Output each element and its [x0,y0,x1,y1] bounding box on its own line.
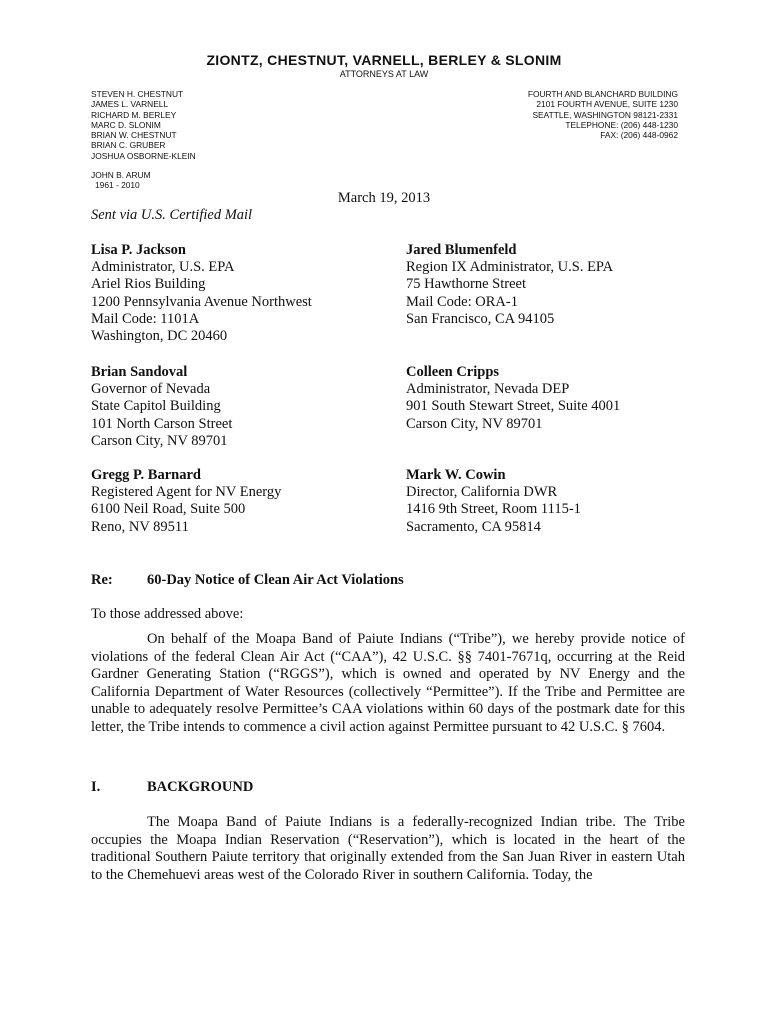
letter-date: March 19, 2013 [337,190,431,206]
partner-name: MARC D. SLONIM [91,119,161,130]
addressee-block [91,467,281,536]
subject-label: Re: [91,572,113,588]
addressee-line: 1416 9th Street, Room 1115-1 [406,501,581,518]
addressee-name: Gregg P. Barnard [91,467,201,483]
addressee-line: Reno, NV 89511 [91,518,189,535]
addressee-block [406,467,581,536]
addressee-line: 901 South Stewart Street, Suite 4001 [406,398,621,415]
addressee-line: Governor of Nevada [91,381,211,398]
partner-name: JOSHUA OSBORNE-KLEIN [91,150,196,161]
addressee-line: 101 North Carson Street [91,415,233,432]
addressee-line: Registered Agent for NV Energy [91,484,282,501]
addressee-name: Colleen Cripps [406,364,500,380]
deceased-partner [91,170,151,191]
paragraph-text: The Moapa Band of Paiute Indians is a federally-recognized Indian tribe. The Tribe occupies the Moapa Indian Reservation (“Reservation”), which is located in the heart of the traditional Southern Paiute territory that originally extended from the San Juan River in eastern Utah to the Chemehuevi areas west of the Colorado River in southern California. Today, the [91,814,685,883]
subject-text: 60-Day Notice of Clean Air Act Violations [147,572,404,588]
deceased-name: JOHN B. ARUM [91,170,151,180]
paragraph-text: On behalf of the Moapa Band of Paiute Indians (“Tribe”), we hereby provide notice of violations of the federal Clean Air Act (“CAA”), 42 U.S.C. §§ 7401-7671q, occurring at the Reid Gardner Generating Station (“RGGS”), which is owned and operated by NV Energy and the California Department of Water Resources (collectively “Permittee”). If the Tribe and Permittee are unable to adequately resolve Permittee’s CAA violations within 60 days of the postmark date for this letter, the Tribe intends to commence a civil action against Permittee pursuant to 42 U.S.C. § 7604. [91,631,685,735]
delivery-method: Sent via U.S. Certified Mail [91,207,253,223]
office-line: FOURTH AND BLANCHARD BUILDING [527,89,678,99]
firm-subtitle: ATTORNEYS AT LAW [339,69,429,79]
addressee-line: 6100 Neil Road, Suite 500 [91,501,246,518]
addressee-line: Carson City, NV 89701 [406,415,543,432]
addressee-block [406,364,620,433]
body-paragraph [91,631,685,737]
section-heading [91,779,253,796]
addressee-name: Brian Sandoval [91,364,188,380]
addressee-line: Mail Code: 1101A [91,310,200,327]
addressee-block [406,242,613,328]
addressee-line: Carson City, NV 89701 [91,432,228,449]
partner-name: RICHARD M. BERLEY [91,109,177,120]
addressee-block [91,364,232,450]
subject-line [91,572,404,589]
addressee-line: Administrator, Nevada DEP [406,381,570,398]
office-line: 2101 FOURTH AVENUE, SUITE 1230 [536,99,678,110]
addressee-name: Jared Blumenfeld [406,242,517,258]
office-address [528,89,678,140]
deceased-years: 1961 - 2010 [95,180,140,191]
office-telephone: TELEPHONE: (206) 448-1230 [565,119,678,130]
partner-name: BRIAN C. GRUBER [91,140,166,151]
partner-name: STEVEN H. CHESTNUT [91,89,184,99]
section-title: BACKGROUND [147,779,254,795]
addressee-line: Sacramento, CA 95814 [406,518,541,535]
body-paragraph [91,814,685,884]
partner-name: JAMES L. VARNELL [91,99,169,110]
addressee-line: Director, California DWR [406,484,558,501]
addressee-line: San Francisco, CA 94105 [406,310,555,327]
addressee-line: 1200 Pennsylvania Avenue Northwest [91,293,312,310]
salutation: To those addressed above: [91,606,244,622]
addressee-line: State Capitol Building [91,398,221,415]
office-fax: FAX: (206) 448-0962 [600,130,678,141]
addressee-line: Administrator, U.S. EPA [91,259,235,276]
addressee-line: Mail Code: ORA-1 [406,293,518,310]
section-number: I. [91,779,101,795]
addressee-name: Mark W. Cowin [406,467,506,483]
partner-name: BRIAN W. CHESTNUT [91,130,177,141]
addressee-line: 75 Hawthorne Street [406,276,526,293]
addressee-line: Washington, DC 20460 [91,328,228,345]
firm-name: ZIONTZ, CHESTNUT, VARNELL, BERLEY & SLONIM [206,52,562,68]
addressee-line: Ariel Rios Building [91,276,206,293]
addressee-block [91,242,312,345]
addressee-line: Region IX Administrator, U.S. EPA [406,259,614,276]
partner-list [91,89,196,161]
office-line: SEATTLE, WASHINGTON 98121-2331 [532,109,678,120]
addressee-name: Lisa P. Jackson [91,242,186,258]
